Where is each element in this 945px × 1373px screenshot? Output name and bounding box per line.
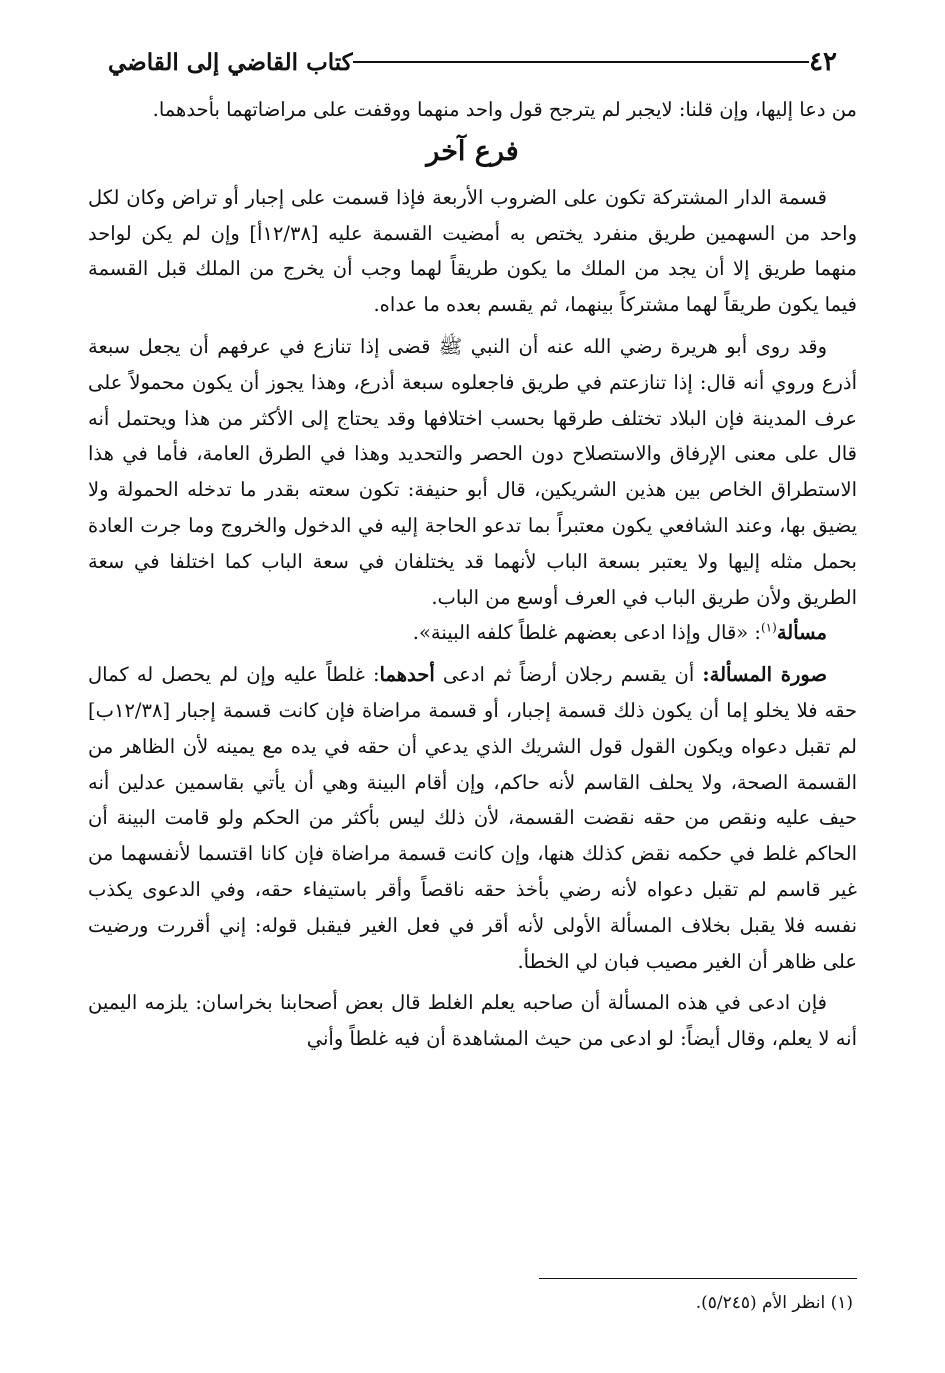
masala-text: : «قال وإذا ادعى بعضهم غلطاً كلفه البينة». (412, 621, 761, 645)
running-title: كتاب القاضي إلى القاضي (108, 48, 353, 76)
paragraph-hadith: وقد روى أبو هريرة رضي الله عنه أن النبي ﷺ قضى إذا تنازع في عرفهم أن يجعل سبعة أذرع وروي أنه قال: إذا تنازعتم في طريق فاجعلوه سبعة أذرع، وهذا يجوز أن يكون محمولاً على عرف المدينة فإن البلاد تختلف طرقها بحسب اختلافها وقد يحتاج إلى الأكثر من هذا ويحتمل أنه قال على معنى الإرفاق والاستصلاح دون الحصر والتحديد وهذا في الطرق العامة، فأما في هذا الاستطراق الخاص بين هذين الشريكين، قال أبو حنيفة: تكون سعته بقدر ما تدخله الحمولة ولا يضيق بها، وعند الشافعي يكون معتبراً بما تدعو الحاجة إليه في الدخول والخروج وما جرت العادة بحمل مثله إليها ولا يعتبر بسعة الباب لأنهما قد يختلفان في سعة الباب كما اختلفا في سعة الطريق ولأن طريق الباب في العرف أوسع من الباب. (88, 334, 857, 609)
paragraph-division: قسمة الدار المشتركة تكون على الضروب الأربعة فإذا قسمت على إجبار أو تراض وكان لكل واحد من السهمين طريق منفرد يختص به أمضيت القسمة عليه [١٢/٣٨أ] وإن لم يكن لواحد منهما طريق إلا أن يجد من الملك ما يكون طريقاً لهما وجب أن يخرج من الملك قبل القسمة فيما يكون طريقاً لهما مشتركاً بينهما، ثم يقسم بعده ما عداه. (88, 185, 858, 317)
masala-label: مسألة (776, 621, 827, 645)
paragraph-surat-masala (88, 657, 857, 979)
page-header (90, 40, 855, 84)
ahaduhuma-label: أحدهما (379, 663, 435, 687)
section-heading: فرع آخر (426, 135, 519, 167)
surat-masala-label: صورة المسألة: (702, 663, 827, 687)
page-number: ٤٢ (809, 47, 837, 77)
surat-masala-text-a: أن يقسم رجلان أرضاً ثم ادعى (434, 663, 703, 687)
paragraph-khurasan: فإن ادعى في هذه المسألة أن صاحبه يعلم الغلط قال بعض أصحابنا بخراسان: يلزمه اليمين أنه لا يعلم، وقال أيضاً: لو ادعى من حيث المشاهدة أن فيه غلطاً وأني (88, 991, 857, 1051)
header-rule (353, 61, 809, 63)
footnote-marker: (١) (760, 620, 777, 635)
body-text (88, 92, 857, 1057)
footnote: (١) انظر الأم (٥/٢٤٥). (695, 1293, 853, 1313)
surat-masala-text-b: : غلطاً عليه وإن لم يحصل له كمال حقه فلا يخلو إما أن يكون ذلك قسمة إجبار، أو قسمة مراضاة فإن كانت قسمة إجبار [١٢/٣٨ب] لم تقبل دعواه ويكون القول قول الشريك الذي يدعي أن حقه في يده مع يمينه لأن الظاهر من القسمة الصحة، ولا يحلف القاسم لأنه حاكم، وإن أقام البينة وهي أن يأتي بقاسمين عدلين أنه حيف عليه ونقص من حقه نقضت القسمة، لأن ذلك ليس بأكثر من الحكم ولو قامت البينة أن الحاكم غلط في حكمه نقض كذلك هنها، وإن كانت قسمة مراضاة فإن كانا اقتسما لأنفسهما من غير قاسم لم تقبل دعواه لأنه رضي بأخذ حقه ناقصاً وأقر باستيفاء حقه، وفي الدعوى يكذب نفسه فلا يقبل بخلاف المسألة الأولى لأنه أقر في فعل الغير فيقبل قوله: إني أقررت ورضيت على ظاهر أن الغير مصيب فبان لي الخطأ. (88, 663, 857, 973)
paragraph-continuation: من دعا إليها، وإن قلنا: لايجبر لم يترجح قول واحد منهما ووقفت على مراضاتهما بأحدهما. (152, 98, 857, 121)
paragraph-masala (88, 615, 857, 651)
footnote-rule (539, 1278, 857, 1279)
